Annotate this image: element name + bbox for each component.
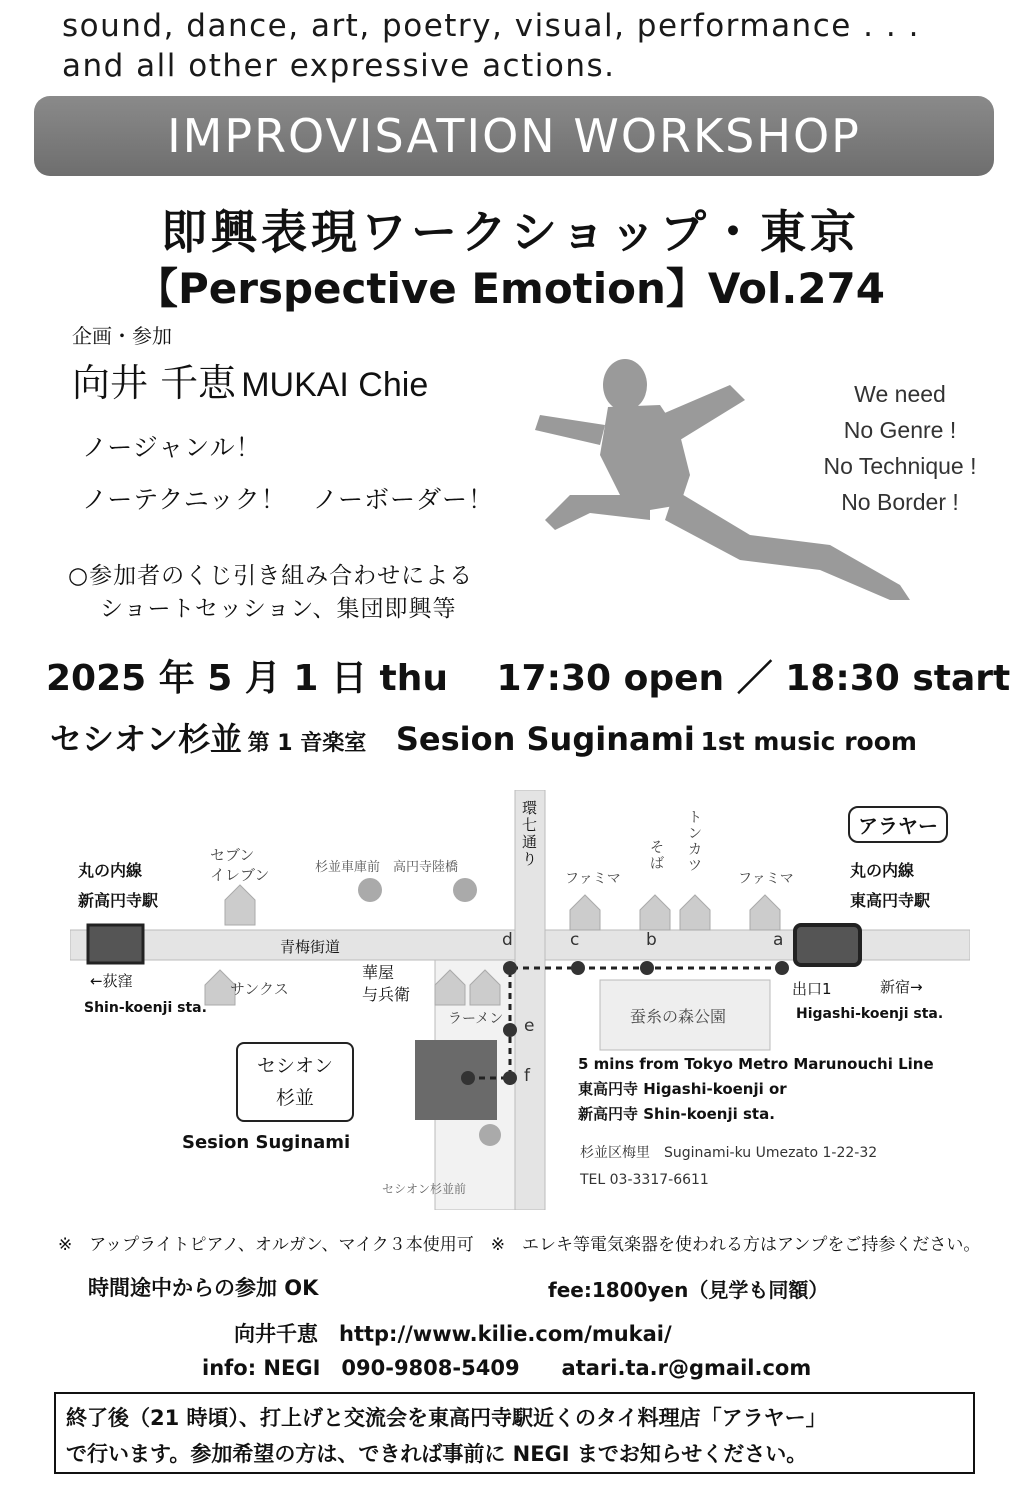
map-pt-b: b [646, 930, 657, 950]
title-jp: 即興表現ワークショップ・東京 [160, 205, 861, 259]
organizer-name-en: MUKAI Chie [241, 366, 429, 404]
map-kaoku-2: 与兵衛 [362, 985, 411, 1004]
map-venue-1: セシオン [256, 1055, 333, 1077]
map-access-2: 東高円寺 Higashi-koenji or [578, 1080, 787, 1098]
organizer-name [72, 352, 428, 407]
map-bus-stops: 杉並車庫前 高円寺陸橋 [315, 860, 459, 875]
map-seven-2: イレブン [210, 866, 270, 884]
tagline-1: sound, dance, art, poetry, visual, performance . . . [62, 8, 920, 44]
map-tel: TEL 03-3317-6611 [580, 1172, 709, 1188]
map-bus-bottom: セシオン杉並前 [382, 1182, 467, 1196]
map-famima-2: ファミマ [738, 871, 794, 887]
map-sunkus: サンクス [230, 980, 289, 998]
contact-info: info: NEGI 090-9808-5409 atari.ta.r@gmail.com [202, 1356, 812, 1380]
map-address: 杉並区梅里 Suginami-ku Umezato 1-22-32 [580, 1145, 878, 1161]
map-line-right-station: 東高円寺駅 [850, 891, 931, 910]
we-need-line: No Border ! [841, 489, 959, 515]
map-pt-c: c [570, 930, 580, 950]
room-jp: 第 1 音楽室 [247, 731, 367, 756]
map-arayaa-label: アラヤー [848, 806, 948, 843]
map-ramen: ラーメン [448, 1011, 504, 1027]
title-en: 【Perspective Emotion】Vol.274 [135, 264, 885, 313]
map-venue-2: 杉並 [275, 1087, 314, 1109]
room-en: 1st music room [700, 727, 917, 756]
catch-line-1: ノージャンル！ [82, 433, 262, 462]
map-tonkatsu: トンカツ [688, 810, 702, 874]
map-park: 蚕糸の森公園 [630, 1007, 727, 1026]
map-shinjuku: 新宿→ [880, 978, 923, 996]
venue-en: Sesion Suginami [395, 720, 695, 758]
we-need-line: No Technique ! [823, 453, 977, 479]
desc-line-1: ○参加者のくじ引き組み合わせによる [68, 563, 474, 589]
we-need-line: We need [854, 381, 946, 407]
map-line-left-station: 新高円寺駅 [78, 891, 159, 910]
map-line-right-name: 丸の内線 [850, 861, 915, 880]
web-info: 向井千恵 http://www.kilie.com/mukai/ [234, 1322, 672, 1346]
map-venue-box [236, 1042, 354, 1122]
map-access [578, 1052, 934, 1127]
venue-jp: セシオン杉並 [50, 720, 243, 758]
fee-note: fee:1800yen（見学も同額） [548, 1278, 829, 1302]
map-venue-en: Sesion Suginami [182, 1132, 351, 1153]
we-need-block [795, 376, 1005, 520]
equipment-note: ※ アップライトピアノ、オルガン、マイク３本使用可 ※ エレキ等電気楽器を使われる方はアンプをご持参ください。 [58, 1235, 981, 1255]
map-ogikubo: ←荻窪 [90, 972, 133, 990]
workshop-banner: IMPROVISATION WORKSHOP [34, 96, 994, 176]
map-pt-d: d [502, 930, 513, 950]
map-famima-1: ファミマ [565, 871, 621, 887]
map-kaoku-1: 華屋 [362, 963, 395, 982]
event-date: 2025 年 5 月 1 日 thu 17:30 open ／ 18:30 start [46, 658, 1011, 699]
map-exit: 出口1 [792, 980, 832, 998]
map-seven-eleven [210, 845, 269, 885]
organizer-role: 企画・参加 [72, 324, 172, 348]
map-kan7: 環七通り [522, 799, 538, 868]
map-pt-a: a [773, 930, 784, 950]
map-sta-right: Higashi-koenji sta. [796, 1006, 944, 1022]
map-kaoku [362, 962, 410, 1006]
organizer-name-jp: 向井 千恵 [72, 361, 237, 405]
event-venue [50, 714, 917, 760]
access-map [70, 790, 970, 1210]
after-party-line-2: で行います。参加希望の方は、できれば事前に NEGI までお知らせください。 [66, 1442, 808, 1466]
tagline-2: and all other expressive actions. [62, 48, 616, 84]
after-party-box [54, 1392, 975, 1474]
join-note: 時間途中からの参加 OK [88, 1276, 319, 1300]
map-soba: そば [650, 840, 664, 872]
map-access-1: 5 mins from Tokyo Metro Marunouchi Line [578, 1055, 934, 1073]
map-line-right [850, 856, 930, 916]
map-access-3: 新高円寺 Shin-koenji sta. [578, 1105, 775, 1123]
map-line-left-name: 丸の内線 [78, 861, 143, 880]
map-line-left [78, 856, 158, 916]
we-need-line: No Genre ! [843, 417, 957, 443]
map-pt-f: f [524, 1066, 530, 1086]
map-sta-left: Shin-koenji sta. [84, 1000, 207, 1016]
map-pt-e: e [524, 1016, 535, 1036]
desc-line-2: ショートセッション、集団即興等 [100, 596, 457, 622]
map-seven-1: セブン [210, 846, 255, 864]
after-party-line-1: 終了後（21 時頃）、打上げと交流会を東高円寺駅近くのタイ料理店「アラヤー」 [66, 1406, 827, 1430]
catch-line-2: ノーテクニック！ ノーボーダー！ [82, 485, 495, 514]
map-road: 青梅街道 [280, 938, 341, 956]
